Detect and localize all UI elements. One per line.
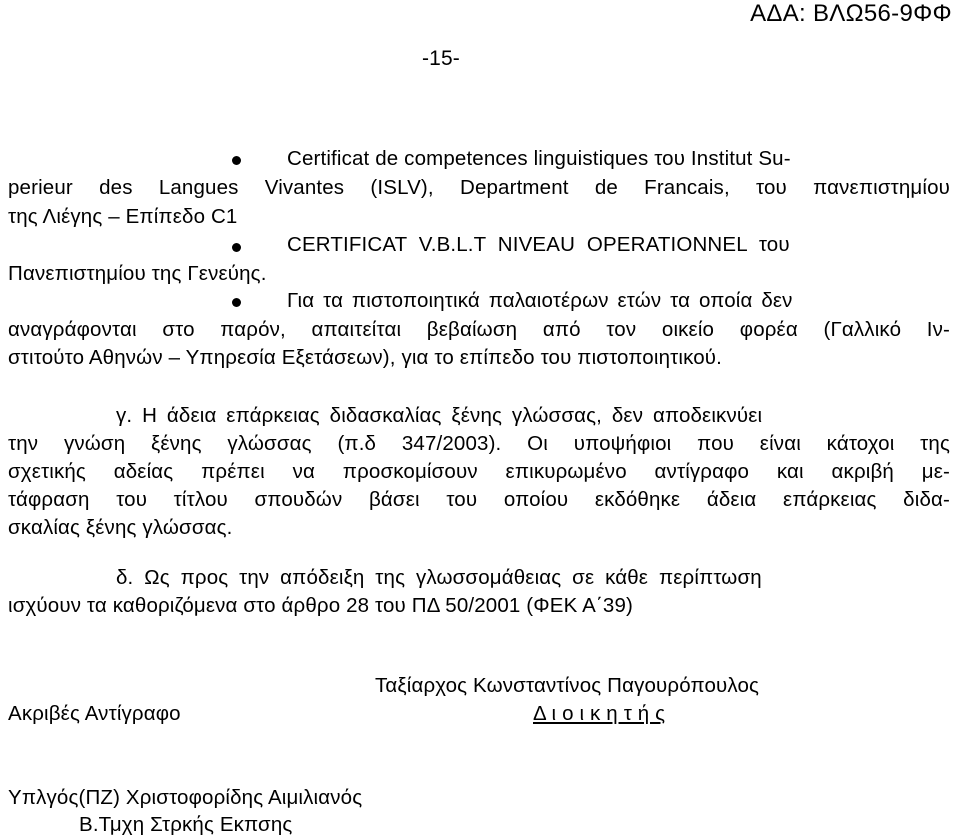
bullet-dot	[232, 243, 241, 252]
para-g-line: την γνώση ξένης γλώσσας (π.δ 347/2003). Οι υποψήφιοι που είναι κάτοχοι της	[8, 432, 950, 455]
para-d-line: ισχύουν τα καθοριζόμενα στο άρθρο 28 του ΠΔ 50/2001 (ΦΕΚ Α΄39)	[8, 594, 634, 617]
bullet-dot	[232, 298, 241, 307]
bullet-3-line: αναγράφονται στο παρόν, απαιτείται βεβαίωση από τον οικείο φορέα (Γαλλικό Ιν-	[8, 318, 950, 341]
director-title: Δ ι ο ι κ η τ ή ς	[533, 702, 666, 725]
bullet-3-line: στιτούτο Αθηνών – Υπηρεσία Εξετάσεων), για το επίπεδο του πιστοποιητικού.	[8, 346, 722, 369]
para-g-line: τάφραση του τίτλου σπουδών βάσει του οποίου εκδόθηκε άδεια επάρκειας διδα-	[8, 488, 950, 511]
page-number: -15-	[422, 47, 460, 70]
clerk-department: Β.Τμχη Στρκής Εκπσης	[79, 813, 293, 836]
para-g-first-line: γ. Η άδεια επάρκειας διδασκαλίας ξένης γλώσσας, δεν αποδεικνύει	[116, 404, 763, 427]
para-g-line: σκαλίας ξένης γλώσσας.	[8, 516, 233, 539]
bullet-3-first-line: Για τα πιστοποιητικά παλαιοτέρων ετών τα οποία δεν	[287, 289, 793, 312]
certified-copy-label: Ακριβές Αντίγραφο	[8, 702, 181, 725]
para-d-first-line: δ. Ως προς την απόδειξη της γλωσσομάθειας σε κάθε περίπτωση	[116, 566, 762, 589]
clerk-name: Υπλγός(ΠΖ) Χριστοφορίδης Αιμιλιανός	[8, 786, 363, 809]
bullet-2-first-line: CERTIFICAT V.B.L.T NIVEAU OPERATIONNEL του	[287, 233, 790, 256]
bullet-1-line: της Λιέγης – Επίπεδο C1	[8, 205, 238, 228]
bullet-dot	[232, 156, 241, 165]
signer-name: Ταξίαρχος Κωνσταντίνος Παγουρόπουλος	[375, 674, 760, 697]
para-g-line: σχετικής αδείας πρέπει να προσκομίσουν επικυρωμένο αντίγραφο και ακριβή με-	[8, 460, 950, 483]
bullet-1-first-line: Certificat de competences linguistiques του Institut Su-	[287, 147, 791, 170]
bullet-1-line: perieur des Langues Vivantes (ISLV), Department de Francais, του πανεπιστημίου	[8, 176, 950, 199]
ada-code: ΑΔΑ: ΒΛΩ56-9ΦΦ	[750, 0, 952, 27]
bullet-2-line: Πανεπιστημίου της Γενεύης.	[8, 262, 267, 285]
